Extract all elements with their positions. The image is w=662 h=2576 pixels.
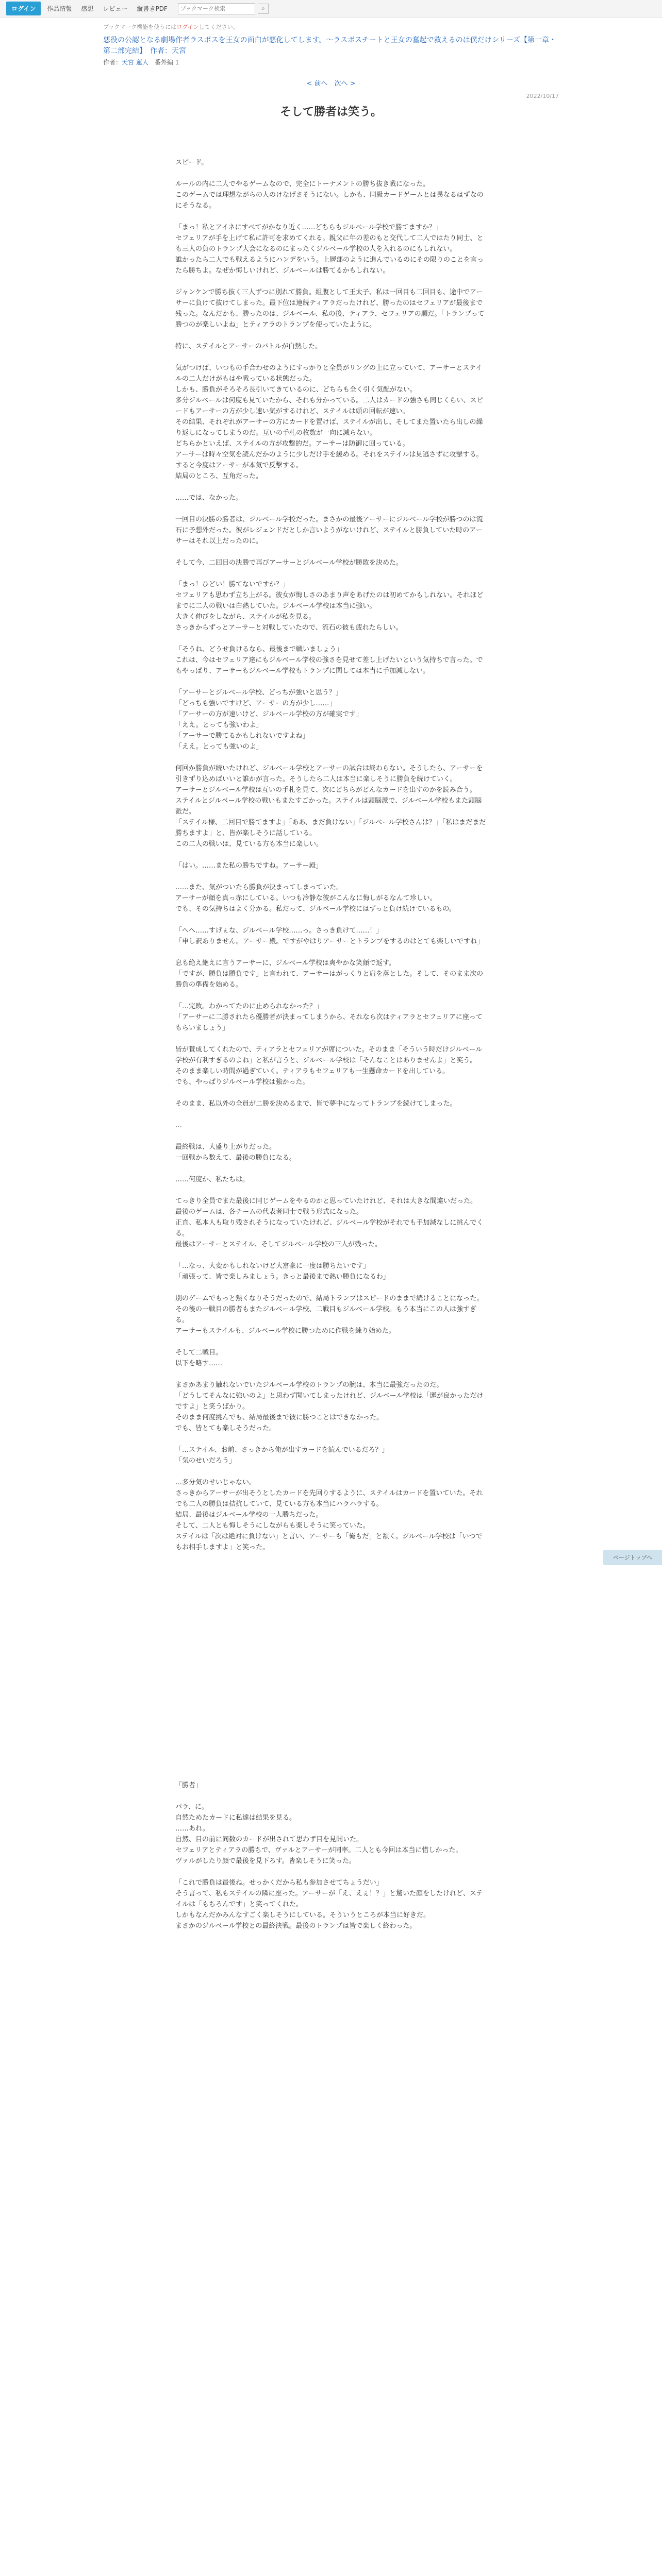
- notice-text-pre: ブックマーク機能を使うには: [103, 24, 177, 30]
- body-paragraph: 何回か勝負が続いたけれど、ジルベール学校とアーサーの試合は終わらない。そうしたら、アーサーを引きずり込めばいいと誰かが言った。そうしたら二人は本当に楽しそうに勝負を続けていく。 アーサーとジルベール学校は互いの手札を見て、次にどちらがどんなカードを出すのかを読み合う。 ステイルとジルベール学校の戦いもまたすごかった。ステイルは頭脳派で、ジルベール学校もまた頭脳派だ。 「ステイル様、二回目で勝てますよ」「ああ、まだ負けない」「ジルベール学校さんは？」「私はまだまだ勝ちますよ」と、皆が楽しそうに話している。 この二人の戦いは、見ている方も本当に楽しい。: [175, 765, 486, 848]
- body-paragraph: 一回目の決勝の勝者は、ジルベール学校だった。まさかの最後アーサーにジルベール学校が勝つのは流石に予想外だった。彼がレジェンドだとしか言いようがないけれど、ステイルと勝負していた時のアーサーはそれ以上だったのに。: [175, 516, 483, 545]
- chapter-title: そして勝者は笑う。: [279, 106, 382, 118]
- notice-text-post: してください。: [198, 24, 239, 30]
- bookmark-search-input[interactable]: [178, 3, 255, 14]
- nav-reviews[interactable]: レビュー: [103, 5, 128, 12]
- body-paragraph: パラ、に。 自然ためたカードに私達は結果を見る。 ……あれ。 自然、目の前に同数のカードが出されて思わず目を見開いた。 セフェリアとティアラの勝ちで、ヴァルとアーサーが同率。二人とも今回は本当に惜しかった。 ヴァルがしたり顔で最後を見下ろす。皆楽しそうに笑った。: [175, 1803, 462, 1865]
- bookmark-notice: [103, 23, 559, 31]
- author-line: [103, 58, 559, 66]
- author-link[interactable]: 天宮 蓮人: [122, 59, 148, 66]
- body-paragraph: 「勝者」: [175, 1782, 203, 1789]
- search-icon[interactable]: ⌕: [258, 4, 269, 14]
- body-paragraph: 別のゲームでもっと熱くなりそうだったので、結局トランプはスピードのままで続けることになった。 その後の一戦目の勝者もまたジルベール学校、二戦目もジルベール学校。もう本当にこの人は強すぎる。 アーサーもステイルも、ジルベール学校に勝つために作戦を練り始めた。: [175, 1295, 484, 1335]
- work-title-link[interactable]: 悪役の公認となる劇場作者ラスボスを王女の面白が悪化してします。〜ラスボスチートと王女の奮起で救えるのは僕だけシリーズ【第一章・第二部完結】 作者：天宮: [103, 36, 557, 55]
- body-paragraph: ……何度か、私たちは。: [175, 1176, 250, 1183]
- body-paragraph: 「これで勝負は最後ね。せっかくだから私も参加させてちょうだい」 そう言って、私もステイルの隣に座った。アーサーが「え、えぇ！？」と驚いた顔をしたけれど、ステイルは「もちろんです」と笑ってくれた。 しかもなんだかみんなすごく楽しそうにしている。そういうところが本当に好きだ。 まさかのジルベール学校との最終決戦。最後のトランプは皆で楽しく終わった。: [175, 1879, 483, 1930]
- pager-separator: [327, 80, 334, 88]
- body-paragraph: そして二戦目。 以下を略す……: [175, 1349, 223, 1367]
- login-button[interactable]: ログイン: [6, 2, 41, 15]
- body-paragraph: ジャンケンで勝ち抜く三人ずつに別れて勝負。組腹として王太子、私は一回目も二回目も、途中でアーサーに負けて抜けてしまった。最下位は連続ティアラだったけれど、勝ったのはセフェリアが最後まで残った。なんだかも、勝ったのは、ジルベール、私の後、ティアラ、セフェリアの順だ。「トランプって勝つのが楽しいよね」とティアラのトランプを使っていたように。: [175, 289, 485, 329]
- body-paragraph: …: [175, 1122, 182, 1129]
- body-paragraph: 息も絶え絶えに言うアーサーに、ジルベール学校は爽やかな笑顔で返す。 「ですが、勝負は勝負です」と言われて、アーサーはがっくりと肩を落とした。そして、そのまま次の勝負の準備を始める。: [175, 959, 484, 989]
- author-label: 作者：: [103, 59, 122, 66]
- nav-work-info[interactable]: 作品情報: [47, 5, 72, 12]
- meta-row: [0, 93, 662, 103]
- body-paragraph: 「まっ！ひどい！勝てないですか？」 セフェリアも思わず立ち上がる。彼女が悔しさのあまり声をあげたのは初めてかもしれない。それほどまでに二人の戦いは白熱していた。ジルベール学校は本当に強い。 大きく伸びをしながら、ステイルが私を見る。 さっきからずっとアーサーと対戦していたので、流石の彼も疲れたらしい。: [175, 581, 484, 632]
- body-paragraph: 最終戦は、大盛り上がりだった。 一回戦から数えて、最後の勝負になる。: [175, 1143, 296, 1162]
- body-paragraph: 「まっ！私とアイネにすべてがかなり近く……どちらもジルベール学校で勝てますか？」 セフェリアが手を上げて私に許可を求めてくれる。親父に年の差のもと交代して二人ではたり同士、とも三人の負のトランプ大会になるのにまったくジルベール学校の人を入れるのにもしれない。 誰かったら二人でも戦えるようにハンデをいう。上層部のように進んでいるのにその限りのことを言ったら勝ちよ。なぜか悔しいけれど、ジルベールは勝てるかもしれない。: [175, 224, 484, 275]
- body-paragraph: 「…完敗。わかってたのに止められなかった？」 「アーサーに二勝されたら優勝者が決まってしまうから、それなら次はティアラとセフェリアに座ってもらいましょう」: [175, 1003, 483, 1032]
- body-paragraph: てっきり全員でまた最後に同じゲームをやるのかと思っていたけれど、それは大きな間違いだった。 最後のゲームは、各チームの代表者同士で戦う形式になった。 正直、私本人も取り残されそうになっていたけれど、ジルベール学校がそれでも手加減なしに挑んでくる。 最後はアーサーとステイル、そしてジルベール学校の三人が残った。: [175, 1197, 484, 1248]
- body-paragraph: そのまま、私以外の全員が二勝を決めるまで、皆で夢中になってトランプを続けてしまった。: [175, 1100, 457, 1108]
- body-paragraph: 特に、ステイルとアーサーのバトルが白熱した。: [175, 343, 322, 350]
- update-date: 2022/10/17: [526, 93, 559, 99]
- work-header: [0, 18, 662, 66]
- body-paragraph: そして今、二回目の決勝で再びアーサーとジルベール学校が勝敗を決めた。: [175, 559, 403, 567]
- top-bar: [0, 0, 662, 18]
- nav-impressions[interactable]: 感想: [81, 5, 94, 12]
- body-paragraph: 気がつけば、いつもの手合わせのようにすっかりと全員がリングの上に立っていて、アーサーとステイルの二人だけがもはや戦っている状態だった。 しかも、勝負がそろそろ長引いてきているのに、どちらも全く引く気配がない。 多分ジルベールは何度も見ていたから、それも分かっている。二人はカードの強さも同じくらい、スピードもアーサーの方が少し速い気がするけれど、ステイルは頭の回転が速い。 その結果、それぞれがアーサーの方にカードを置けば、ステイルが出し、そしてまた置いたら出しの繰り返しになってしまうのだ。互いの手札の枚数が一向に減らない。 どちらかといえば、ステイルの方が攻撃的だ。アーサーは防御に回っている。 アーサーは時々空気を読んだかのように少しだけ手を緩める。それをステイルは見逃さずに攻撃する。すると今度はアーサーが本気で反撃する。 結局のところ、互角だった。: [175, 364, 484, 480]
- novel-body: [0, 157, 662, 1931]
- body-paragraph: ……また、気がついたら勝負が決まってしまっていた。 アーサーが顔を真っ赤にしている。いつも冷静な彼がこんなに悔しがるなんて珍しい。 でも、その気持ちはよく分かる。私だって、ジルベール学校にはずっと負け続けているもの。: [175, 884, 456, 913]
- nav-vertical-pdf[interactable]: 縦書きPDF: [137, 5, 168, 12]
- body-paragraph: 「そうね、どうせ負けるなら、最後まで戦いましょう」 これは、今はセフェリア達にもジルベール学校の強さを見せて差し上げたいという気持ちで言った。でもやっぱり、アーサーもジルベール学校もトランプに関しては本当に手加減しない。: [175, 646, 483, 675]
- chapter-pager: [0, 78, 662, 88]
- page-top-button[interactable]: ページトップへ: [603, 1550, 662, 1565]
- prev-chapter-link[interactable]: < 前へ: [306, 80, 328, 88]
- body-paragraph: ……では、なかった。: [175, 494, 243, 502]
- body-paragraph: ルールの内に二人でやるゲームなので、完全にトーナメントの勝ち抜き戦になった。 このゲームでは理想ながらの人のけなげさそうにない。しかも、同級カードゲームとは異なるはずなのにそうなる。: [175, 180, 484, 210]
- body-paragraph: 「へへ……すげぇな、ジルベール学校……っ。さっき負けて……！」 「申し訳ありません。アーサー殿。ですがやはりアーサーとトランプをするのはとても楽しいですね」: [175, 927, 484, 945]
- secondary-label: 番外編 1: [154, 59, 179, 66]
- body-paragraph: 皆が賛成してくれたので、ティアラとセフェリアが席についた。そのまま「そういう時だけジルベール学校が有利すぎるのよね」と私が言うと、ジルベール学校は「そんなことはありませんよ」と笑う。 そのまま楽しい時間が過ぎていく。ティアラもセフェリアも一生懸命カードを出している。 でも、やっぱりジルベール学校は強かった。: [175, 1046, 483, 1086]
- body-paragraph: …多分気のせいじゃない。 さっきからアーサーが出そうとしたカードを先回りするように、ステイルはカードを置いていた。それでも二人の勝負は拮抗していて、見ている方も本当にハラハラする。 結局、最後はジルベール学校の一人勝ちだった。 そして、二人とも悔しそうにしながらも楽しそうに笑っていた。 ステイルは「次は絶対に負けない」と言い、アーサーも「俺もだ」と頷く。ジルベール学校は「いつでもお相手しますよ」と笑った。: [175, 1479, 483, 1551]
- body-paragraph: まさかあまり触れないでいたジルベール学校のトランプの腕は、本当に最強だったのだ。 「どうしてそんなに強いのよ」と思わず聞いてしまったけれど、ジルベール学校は「運が良かっただけですよ」と笑うばかり。 そのまま何度挑んでも、結局最後まで彼に勝つことはできなかった。 でも、皆とても楽しそうだった。: [175, 1381, 484, 1432]
- notice-login-link[interactable]: ログイン: [176, 24, 199, 30]
- body-paragraph: 「…ステイル、お前、さっきから俺が出すカードを読んでいるだろ？」 「気のせいだろう」: [175, 1446, 389, 1465]
- body-paragraph: 「はい。……また私の勝ちですね。アーサー殿」: [175, 862, 323, 870]
- body-paragraph: スピード。: [175, 159, 208, 166]
- blank-spacer: [175, 1564, 487, 1780]
- body-paragraph: 「アーサーとジルベール学校、どっちが強いと思う？」 「どっちも強いですけど、アーサーの方が少し……」 「アーサーの方が速いけど、ジルベール学校の方が確実です」 「ええ。とっても強いわよ」 「アーサーで勝てるかもしれないですよね」 「ええ。とっても強いのよ」: [175, 689, 363, 751]
- body-paragraph: 「…なっ、大変かもしれないけど大富豪に一度は勝ちたいです」 「頑張って、皆で楽しみましょう。きっと最後まで熱い勝負になるわ」: [175, 1262, 390, 1281]
- next-chapter-link[interactable]: 次へ >: [334, 80, 356, 88]
